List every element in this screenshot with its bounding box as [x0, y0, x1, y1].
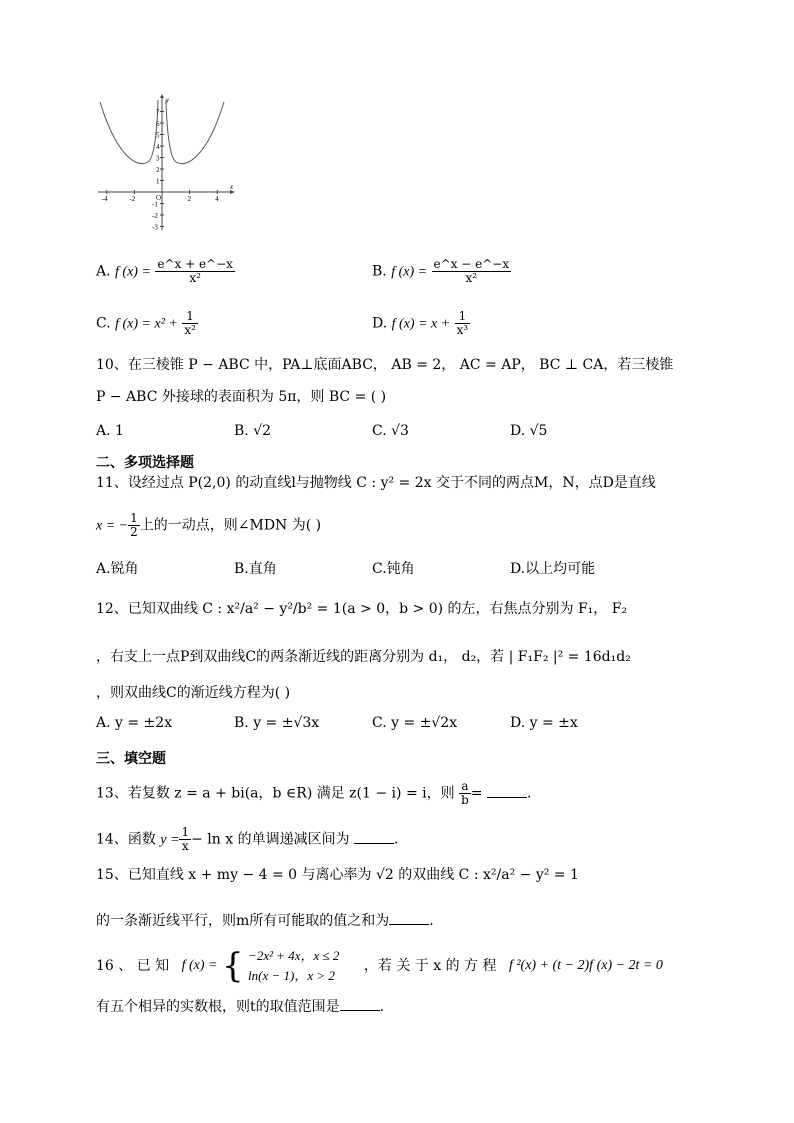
q10-option-d[interactable]: D. √5: [510, 423, 548, 439]
q9-option-d[interactable]: D. f (x) = x + $\frac{1}{\text{x³}}$: [372, 309, 469, 337]
q13-line: 13、若复数 z = a + bi(a，b ∈R) 满足 z(1 − i) = i，则 $\frac{a}{b}$ = .: [96, 779, 532, 807]
q11-option-c[interactable]: C.钝角: [372, 561, 415, 577]
q11-line-1: 11、设经过点 P(2,0) 的动直线l与抛物线 C : y² = 2x 交于不同的两点M，N，点D是直线: [96, 475, 656, 491]
q12-option-a[interactable]: A. y = ±2x: [96, 715, 173, 731]
y-tick-label: 4: [156, 143, 160, 151]
q12-line-3: ，则双曲线C的渐近线方程为( ): [96, 685, 291, 701]
q10-line-1: 10、在三棱锥 P − ABC 中，PA⊥底面ABC， AB = 2， AC = AP， BC ⊥ CA，若三棱锥: [96, 357, 674, 373]
q13-answer-blank[interactable]: [487, 785, 527, 798]
q10-option-b[interactable]: B. √2: [234, 423, 272, 439]
y-axis-arrow: [160, 94, 164, 98]
q16-line-1: 16 、 已 知 f (x) = { −2x² + 4x，x ≤ 2 ln(x − 1)，x > 2 ，若 关 于 x 的 方 程 f ²(x) + (t − 2)f (x) − 2t = 0: [96, 946, 663, 986]
q12-line-2: ，右支上一点P到双曲线C的两条渐近线的距离分别为 d₁， d₂，若 | F₁F₂ |² = 16d₁d₂: [96, 649, 631, 665]
q10-option-c[interactable]: C. √3: [372, 423, 409, 439]
y-tick-label: 6: [156, 120, 160, 128]
x-tick-label: -4: [101, 195, 108, 203]
q9-option-b[interactable]: B. f (x) = $\frac{e\^{}x - e\^{}-x}{\text{x²}}$: [372, 257, 510, 285]
x-tick-label: 2: [187, 195, 192, 203]
q11-option-a[interactable]: A.锐角: [96, 561, 139, 577]
section-heading-fill-in: 三、填空题: [96, 751, 166, 767]
y-tick-label: 1: [156, 177, 160, 186]
q10-line-2: P − ABC 外接球的表面积为 5π，则 BC = ( ): [96, 389, 387, 405]
y-tick-label: 7: [156, 108, 160, 117]
x-tick-label: -2: [129, 195, 136, 203]
q16-answer-blank[interactable]: [340, 998, 380, 1011]
q9-option-a[interactable]: A. f (x) = $\frac{e\^{}x + e\^{}-x}{\text{x²}}$: [96, 257, 233, 285]
q15-line-1: 15、已知直线 x + my − 4 = 0 与离心率为 √2 的双曲线 C : x²/a² − y² = 1: [96, 867, 579, 883]
q11-option-d[interactable]: D.以上均可能: [510, 561, 596, 577]
q15-answer-blank[interactable]: [389, 912, 429, 925]
y-tick-label: -1: [152, 200, 158, 209]
y-tick-label: 5: [156, 131, 160, 140]
q12-option-b[interactable]: B. y = ±√3x: [234, 715, 320, 731]
q12-line-1: 12、已知双曲线 C : x²/a² − y²/b² = 1(a > 0，b > 0) 的左，右焦点分别为 F₁， F₂: [96, 601, 628, 617]
q11-line-2: x = − $\frac{1}{2}$ 上的一动点，则∠MDN 为( ): [96, 511, 322, 539]
q15-line-2: 的一条渐近线平行，则m所有可能取的值之和为 .: [96, 913, 434, 929]
q11-option-b[interactable]: B.直角: [234, 561, 277, 577]
q12-option-d[interactable]: D. y = ±x: [510, 715, 578, 731]
y-tick-label: -3: [152, 223, 158, 232]
origin-label: O: [156, 194, 162, 202]
q10-option-a[interactable]: A. 1: [96, 423, 124, 439]
q16-line-2: 有五个相异的实数根，则t的取值范围是 .: [96, 999, 385, 1015]
y-tick-label: -2: [152, 212, 158, 220]
section-heading-multiple-choice: 二、多项选择题: [96, 455, 194, 471]
q9-option-c[interactable]: C. f (x) = x² + $\frac{1}{\text{x²}}$: [96, 309, 196, 337]
q14-line: 14、函数 y = $\frac{1}{x}$ − ln x 的单调递减区间为 .: [96, 825, 399, 853]
y-axis-label: y: [166, 96, 170, 104]
y-tick-label: 2: [156, 166, 160, 174]
right-branch-curve: [166, 100, 224, 164]
y-tick-label: 3: [156, 154, 160, 163]
x-axis-label: x: [230, 183, 234, 191]
x-tick-label: 4: [215, 195, 219, 203]
function-graph: [96, 94, 238, 234]
q14-answer-blank[interactable]: [354, 831, 394, 844]
left-branch-curve: [100, 100, 158, 164]
q12-option-c[interactable]: C. y = ±√2x: [372, 715, 458, 731]
